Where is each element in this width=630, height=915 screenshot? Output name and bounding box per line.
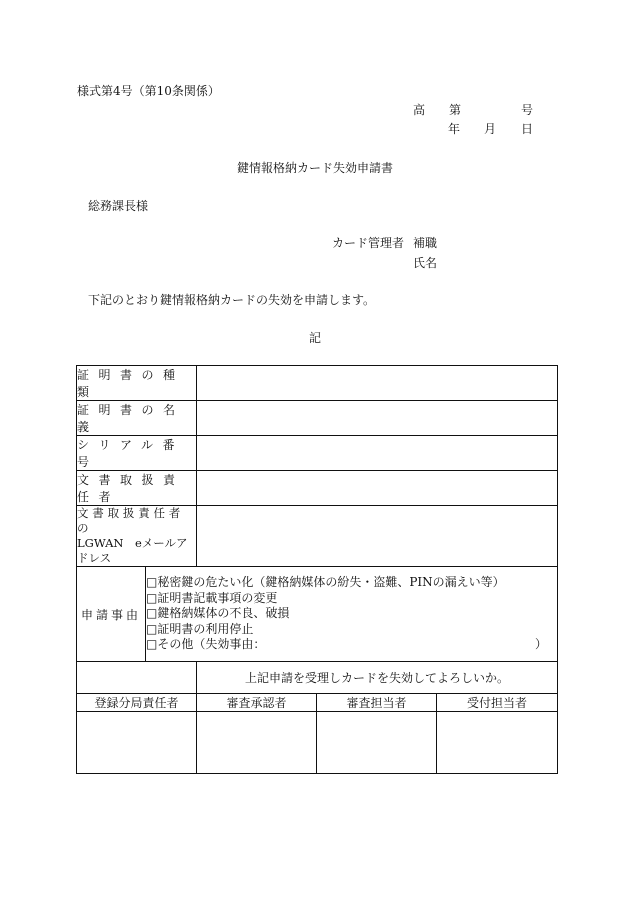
doc-manager-label: 文書取扱責任者 (77, 471, 197, 506)
serial-label: シリアル番号 (77, 436, 197, 471)
body-text: 下記のとおり鍵情報格納カードの失効を申請します。 (88, 293, 376, 307)
sig-box-receiver[interactable] (437, 712, 558, 774)
confirm-text: 上記申請を受理しカードを失効してよろしいか。 (197, 662, 558, 694)
sig-head-reviewer: 審査担当者 (317, 694, 437, 712)
reason-other-checkbox[interactable]: □その他（失効事由： ） (146, 637, 548, 652)
cert-type-label: 証明書の種類 (77, 366, 197, 401)
document-title: 鍵情報格納カード失効申請書 (236, 161, 393, 175)
name-label: 氏名 (413, 256, 438, 270)
doc-manager-value[interactable] (197, 471, 558, 506)
reason-defect-checkbox[interactable]: □鍵格納媒体の不良、破損 (146, 606, 290, 621)
cert-name-label: 証明書の名義 (77, 401, 197, 436)
serial-value[interactable] (197, 436, 558, 471)
sig-head-approver: 審査承認者 (197, 694, 317, 712)
sig-head-receiver: 受付担当者 (437, 694, 558, 712)
reason-stop-checkbox[interactable]: □証明書の利用停止 (146, 621, 254, 636)
reason-change-checkbox[interactable]: □証明書記載事項の変更 (146, 590, 278, 605)
email-value[interactable] (197, 506, 558, 567)
date-day: 日 (521, 122, 534, 136)
cert-name-value[interactable] (197, 401, 558, 436)
reason-other-close-paren: ） (535, 637, 548, 652)
email-label: 文書取扱責任者の LGWAN eメールアドレス (77, 506, 197, 567)
doc-no-prefix: 高 (413, 103, 426, 117)
addressee: 総務課長様 (88, 199, 149, 213)
card-manager-label: カード管理者 (332, 236, 405, 250)
reason-compromise-checkbox[interactable]: □秘密鍵の危たい化（鍵格納媒体の紛失・盗難、PINの漏えい等） (146, 575, 505, 590)
confirm-blank-cell (77, 662, 197, 694)
sig-box-reviewer[interactable] (317, 712, 437, 774)
reason-list (146, 567, 558, 662)
sig-box-approver[interactable] (197, 712, 317, 774)
doc-no-middle: 第 (449, 103, 462, 117)
doc-no-suffix: 号 (521, 103, 534, 117)
date-year: 年 (448, 122, 461, 136)
cert-type-value[interactable] (197, 366, 558, 401)
reason-label: 申請事由 (77, 567, 146, 662)
ki-heading: 記 (308, 331, 321, 345)
position-label: 補職 (413, 236, 438, 250)
application-form-table (76, 365, 558, 774)
sig-head-branch-manager: 登録分局責任者 (77, 694, 197, 712)
form-number: 様式第4号（第10条関係） (77, 84, 220, 98)
date-month: 月 (484, 122, 497, 136)
sig-box-branch-manager[interactable] (77, 712, 197, 774)
